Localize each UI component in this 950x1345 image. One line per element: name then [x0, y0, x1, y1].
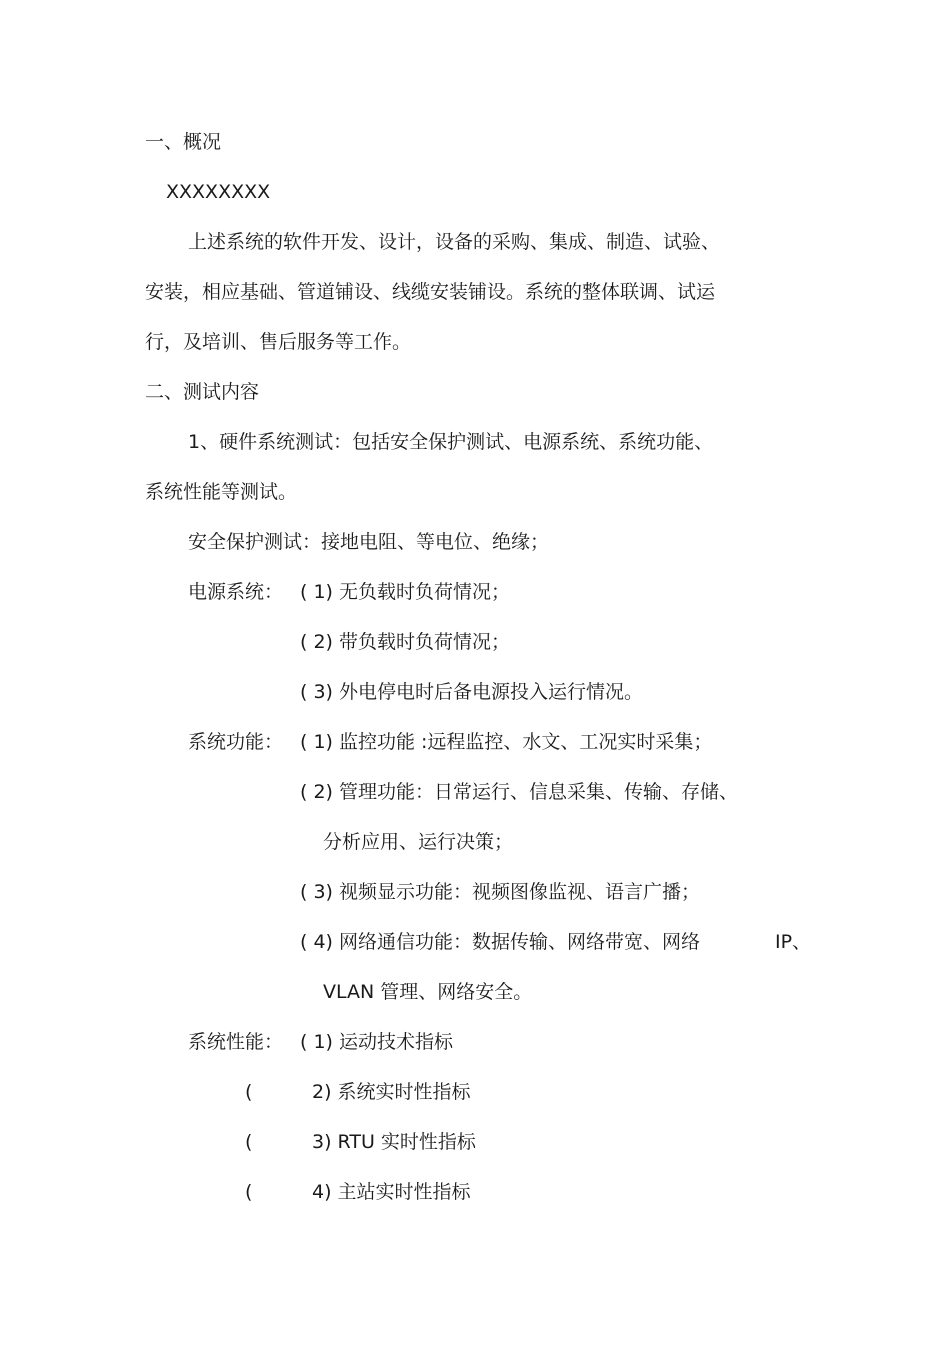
- overview-paragraph-line-1: 上述系统的软件开发、设计，设备的采购、集成、制造、试验、: [188, 231, 721, 253]
- function-item-1: ( 1) 监控功能 :远程监控、水文、工况实时采集；: [300, 731, 713, 753]
- section-heading-test-content: 二、测试内容: [145, 381, 260, 403]
- power-item-1: ( 1) 无负载时负荷情况；: [300, 581, 510, 603]
- power-system-label: 电源系统：: [188, 581, 284, 603]
- overview-paragraph-line-2: 安装，相应基础、管道铺设、线缆安装铺设。系统的整体联调、试运: [145, 281, 716, 303]
- project-code: XXXXXXXX: [166, 181, 271, 203]
- function-item-4-line-2: VLAN 管理、网络安全。: [323, 981, 533, 1003]
- performance-item-4: 4) 主站实时性指标: [312, 1181, 471, 1203]
- power-item-3: ( 3) 外电停电时后备电源投入运行情况。: [300, 681, 643, 703]
- function-item-4-line-1: ( 4) 网络通信功能：数据传输、网络带宽、网络: [300, 931, 700, 953]
- performance-item-3: 3) RTU 实时性指标: [312, 1131, 476, 1153]
- performance-item-3-paren: (: [245, 1131, 253, 1153]
- safety-protection-test: 安全保护测试：接地电阻、等电位、绝缘；: [188, 531, 550, 553]
- power-item-2: ( 2) 带负载时负荷情况；: [300, 631, 510, 653]
- performance-item-2-paren: (: [245, 1081, 253, 1103]
- system-performance-label: 系统性能：: [188, 1031, 284, 1053]
- overview-paragraph-line-3: 行，及培训、售后服务等工作。: [145, 331, 412, 353]
- hardware-test-line-1: 1、硬件系统测试：包括安全保护测试、电源系统、系统功能、: [188, 431, 714, 453]
- performance-item-1: ( 1) 运动技术指标: [300, 1031, 453, 1053]
- system-function-label: 系统功能：: [188, 731, 284, 753]
- function-item-4-ip: IP、: [775, 931, 812, 953]
- performance-item-2: 2) 系统实时性指标: [312, 1081, 471, 1103]
- hardware-test-line-2: 系统性能等测试。: [145, 481, 298, 503]
- function-item-3: ( 3) 视频显示功能：视频图像监视、语言广播；: [300, 881, 700, 903]
- function-item-2-line-1: ( 2) 管理功能：日常运行、信息采集、传输、存储、: [300, 781, 738, 803]
- performance-item-4-paren: (: [245, 1181, 253, 1203]
- section-heading-overview: 一、概况: [145, 131, 222, 153]
- function-item-2-line-2: 分析应用、运行决策；: [323, 831, 514, 853]
